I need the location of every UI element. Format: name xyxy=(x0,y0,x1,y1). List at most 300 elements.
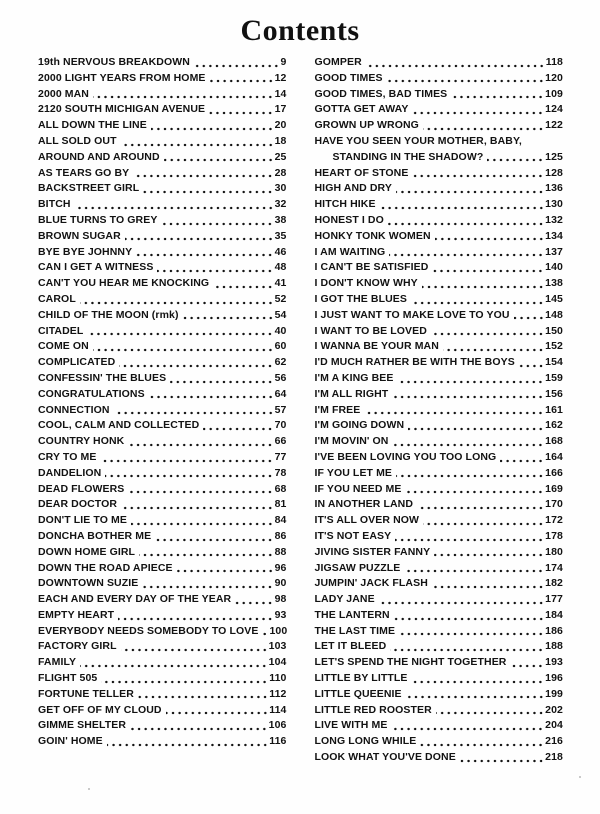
page-number: 109 xyxy=(545,87,563,100)
page-number: 136 xyxy=(545,182,563,195)
toc-entry xyxy=(38,213,287,229)
page-number: 172 xyxy=(545,514,563,527)
dot-leader xyxy=(149,387,274,403)
dot-leader xyxy=(412,166,544,182)
dot-leader xyxy=(80,292,274,308)
toc-entry xyxy=(38,718,287,734)
dot-leader xyxy=(161,213,273,229)
toc-entry xyxy=(38,466,287,482)
page-number: 161 xyxy=(545,403,563,416)
dot-leader xyxy=(436,703,544,719)
toc-entry xyxy=(315,213,564,229)
dot-leader xyxy=(262,624,268,640)
song-title: GOIN' HOME xyxy=(38,735,103,748)
song-title: I GOT THE BLUES xyxy=(314,292,408,305)
toc-entry xyxy=(38,482,287,498)
toc-entry xyxy=(315,371,564,387)
dot-leader xyxy=(235,592,273,608)
toc-entry xyxy=(315,434,564,450)
page-number: 30 xyxy=(274,182,287,195)
dot-leader xyxy=(395,529,544,545)
toc-entry xyxy=(315,339,564,355)
dot-leader xyxy=(138,687,268,703)
dot-leader xyxy=(194,55,280,71)
toc-entry xyxy=(315,576,564,592)
dot-leader xyxy=(209,102,273,118)
page-number: 100 xyxy=(269,624,288,637)
dot-leader xyxy=(391,718,544,734)
song-title: 2000 MAN xyxy=(38,87,89,100)
page-number: 90 xyxy=(274,577,287,590)
song-title: I'VE BEEN LOVING YOU TOO LONG xyxy=(314,450,497,463)
song-title: LET'S SPEND THE NIGHT TOGETHER xyxy=(314,656,507,669)
page-number: 138 xyxy=(545,277,563,290)
song-title: I JUST WANT TO MAKE LOVE TO YOU xyxy=(314,308,510,321)
page-number: 57 xyxy=(274,403,287,416)
dot-leader xyxy=(487,150,544,166)
song-title: CAN I GET A WITNESS xyxy=(38,261,154,274)
page-number: 199 xyxy=(545,687,563,700)
song-title: IF YOU NEED ME xyxy=(314,482,402,495)
dot-leader xyxy=(392,434,544,450)
page-number: 132 xyxy=(545,213,563,226)
dot-leader xyxy=(177,561,274,577)
dot-leader xyxy=(151,118,274,134)
dot-leader xyxy=(397,371,544,387)
page-number: 48 xyxy=(274,261,287,274)
dot-leader xyxy=(93,87,274,103)
toc-entry xyxy=(315,513,564,529)
toc-entry xyxy=(315,450,564,466)
toc-entry xyxy=(38,245,287,261)
toc-entry xyxy=(315,134,564,150)
song-title: BITCH xyxy=(38,198,71,211)
page-number: 70 xyxy=(274,419,287,432)
song-title: IF YOU LET ME xyxy=(314,466,393,479)
toc-entry xyxy=(38,497,287,513)
page-number: 103 xyxy=(268,640,287,653)
toc-entry xyxy=(315,671,564,687)
dot-leader xyxy=(80,655,268,671)
page-number: 35 xyxy=(274,229,287,242)
toc-entry xyxy=(315,55,564,71)
toc-entry xyxy=(38,671,287,687)
song-title: DONCHA BOTHER ME xyxy=(38,529,152,542)
dot-leader xyxy=(389,245,544,261)
song-title: LITTLE BY LITTLE xyxy=(314,672,408,685)
dot-leader xyxy=(399,624,544,640)
song-title: LADY JANE xyxy=(314,593,375,606)
dot-leader xyxy=(420,734,544,750)
toc-entry xyxy=(38,134,287,150)
dot-leader xyxy=(170,371,273,387)
dot-leader xyxy=(183,308,274,324)
song-title: COME ON xyxy=(38,340,89,353)
page-number: 196 xyxy=(545,672,563,685)
dot-leader xyxy=(519,355,544,371)
dot-leader xyxy=(406,687,545,703)
dot-leader xyxy=(139,545,274,561)
song-title: I'M ALL RIGHT xyxy=(314,387,389,400)
dot-leader xyxy=(157,260,273,276)
page-number: 81 xyxy=(274,498,287,511)
page-number: 86 xyxy=(274,529,287,542)
song-title: LITTLE QUEENIE xyxy=(314,687,402,700)
song-title: IT'S NOT EASY xyxy=(314,529,392,542)
song-title: 19th NERVOUS BREAKDOWN xyxy=(38,56,190,68)
page-number: 202 xyxy=(545,703,563,716)
song-title: CITADEL xyxy=(38,324,84,337)
dot-leader xyxy=(411,292,544,308)
scan-speck xyxy=(579,776,581,778)
page-number: 150 xyxy=(545,324,563,337)
dot-leader xyxy=(366,55,545,71)
page-number: 193 xyxy=(545,656,563,669)
toc-entry xyxy=(38,639,287,655)
song-title: GOOD TIMES xyxy=(314,71,383,84)
dot-leader xyxy=(411,671,544,687)
dot-leader xyxy=(101,671,268,687)
toc-entry xyxy=(315,150,564,166)
song-title: HITCH HIKE xyxy=(314,198,376,211)
dot-leader xyxy=(423,118,544,134)
page-number: 162 xyxy=(545,419,563,432)
song-title: JIVING SISTER FANNY xyxy=(314,545,431,558)
song-title: I WANNA BE YOUR MAN xyxy=(314,340,439,353)
page-number: 110 xyxy=(269,672,287,685)
song-title: I AM WAITING xyxy=(314,245,386,258)
song-title: I'M FREE xyxy=(314,403,361,416)
page-number: 46 xyxy=(274,245,287,258)
dot-leader xyxy=(514,308,545,324)
toc-entry xyxy=(315,655,564,671)
toc-entry xyxy=(38,529,287,545)
song-title: DOWN HOME GIRL xyxy=(38,545,136,558)
dot-leader xyxy=(392,387,544,403)
toc-entry xyxy=(38,687,287,703)
dot-leader xyxy=(100,450,273,466)
toc-entry xyxy=(315,734,564,750)
toc-entry xyxy=(38,87,287,103)
toc-entry xyxy=(38,576,287,592)
toc-entry xyxy=(38,734,287,750)
toc-entry xyxy=(38,545,287,561)
toc-entry xyxy=(315,466,564,482)
toc-entry xyxy=(38,102,287,118)
song-title: I'M GOING DOWN xyxy=(314,419,405,432)
toc-entry xyxy=(315,529,564,545)
dot-leader xyxy=(380,197,545,213)
toc-entry xyxy=(38,403,287,419)
page-number: 98 xyxy=(274,593,287,606)
dot-leader xyxy=(390,639,544,655)
song-title: GOOD TIMES, BAD TIMES xyxy=(314,87,448,100)
toc-entry xyxy=(38,418,287,434)
dot-leader xyxy=(203,418,273,434)
page-number: 78 xyxy=(274,466,287,479)
page-number: 104 xyxy=(268,656,287,669)
dot-leader xyxy=(130,718,268,734)
toc-entry xyxy=(315,687,564,703)
toc-entry xyxy=(315,624,564,640)
page-number: 124 xyxy=(545,103,563,116)
page-number: 62 xyxy=(274,356,287,369)
toc-entry xyxy=(315,229,564,245)
page-number: 114 xyxy=(269,703,287,716)
page-number: 18 xyxy=(274,134,287,147)
toc-entry xyxy=(315,497,564,513)
dot-leader xyxy=(412,102,544,118)
toc-entry xyxy=(315,308,564,324)
page-number: 170 xyxy=(545,498,563,511)
toc-entry xyxy=(38,561,287,577)
toc-entry xyxy=(315,592,564,608)
song-title: LOOK WHAT YOU'VE DONE xyxy=(314,751,456,764)
dot-leader xyxy=(364,403,544,419)
toc-entry xyxy=(38,55,287,71)
toc-entry xyxy=(38,292,287,308)
toc-entry xyxy=(38,450,287,466)
song-title: CONGRATULATIONS xyxy=(38,387,145,400)
page-number: 128 xyxy=(545,166,563,179)
dot-leader xyxy=(431,324,544,340)
toc-entry xyxy=(315,750,564,766)
song-title: COUNTRY HONK xyxy=(38,435,125,448)
song-title: JUMPIN' JACK FLASH xyxy=(314,577,428,590)
dot-leader xyxy=(379,592,544,608)
dot-leader xyxy=(460,750,544,766)
toc-entry xyxy=(315,197,564,213)
dot-leader xyxy=(131,513,274,529)
dot-leader xyxy=(136,245,273,261)
toc-entry xyxy=(315,292,564,308)
song-title: JIGSAW PUZZLE xyxy=(314,561,401,574)
dot-leader xyxy=(405,482,544,498)
toc-entry xyxy=(38,513,287,529)
song-title: BACKSTREET GIRL xyxy=(38,182,140,195)
page-number: 77 xyxy=(274,450,287,463)
song-title: THE LANTERN xyxy=(314,608,390,621)
toc-entry xyxy=(38,324,287,340)
toc-entry xyxy=(315,561,564,577)
page-number: 184 xyxy=(545,608,563,621)
dot-leader xyxy=(422,276,544,292)
page-number: 125 xyxy=(545,150,563,163)
dot-leader xyxy=(388,213,544,229)
song-title: I WANT TO BE LOVED xyxy=(314,324,427,337)
dot-leader xyxy=(87,324,273,340)
page-number: 168 xyxy=(545,435,563,448)
song-title: IN ANOTHER LAND xyxy=(314,498,414,511)
page-number: 116 xyxy=(269,735,287,748)
song-title: ALL DOWN THE LINE xyxy=(38,119,147,132)
page-number: 164 xyxy=(545,450,563,463)
page-number: 188 xyxy=(545,640,563,653)
toc-entry xyxy=(38,150,287,166)
dot-leader xyxy=(435,229,545,245)
page-number: 84 xyxy=(274,514,287,527)
toc-entry xyxy=(38,181,287,197)
toc-entry xyxy=(315,102,564,118)
dot-leader xyxy=(213,276,273,292)
song-title: I'D MUCH RATHER BE WITH THE BOYS xyxy=(314,356,515,369)
page-number: 154 xyxy=(545,356,563,369)
toc-entry xyxy=(38,166,287,182)
page-number: 169 xyxy=(545,482,563,495)
page-number: 40 xyxy=(274,324,287,337)
song-title: HIGH AND DRY xyxy=(314,182,392,195)
song-title-continued: STANDING IN THE SHADOW? xyxy=(332,150,484,163)
song-title: LIVE WITH ME xyxy=(314,719,388,732)
toc-entry xyxy=(38,592,287,608)
song-title: DOWNTOWN SUZIE xyxy=(38,577,139,590)
dot-leader xyxy=(451,87,544,103)
page-number: 52 xyxy=(274,292,287,305)
dot-leader xyxy=(143,181,273,197)
page-number: 152 xyxy=(545,340,563,353)
toc-entry xyxy=(315,703,564,719)
dot-leader xyxy=(166,703,269,719)
song-title: CAN'T YOU HEAR ME KNOCKING xyxy=(38,277,210,290)
toc-entry xyxy=(38,703,287,719)
toc-entry xyxy=(38,655,287,671)
page-title: Contents xyxy=(240,14,360,47)
page-number: 41 xyxy=(274,277,287,290)
page-number: 145 xyxy=(545,292,563,305)
song-title: FORTUNE TELLER xyxy=(38,687,134,700)
toc-entry xyxy=(315,324,564,340)
toc-entry xyxy=(315,276,564,292)
page-number: 174 xyxy=(545,561,563,574)
dot-leader xyxy=(396,466,544,482)
toc-entry xyxy=(315,260,564,276)
page-number: 93 xyxy=(274,608,287,621)
page-number: 68 xyxy=(274,482,287,495)
page-number: 96 xyxy=(274,561,287,574)
song-title: BROWN SUGAR xyxy=(38,229,121,242)
toc-entry xyxy=(38,71,287,87)
song-title: CHILD OF THE MOON (rmk) xyxy=(38,308,179,321)
dot-leader xyxy=(210,71,274,87)
page-number: 60 xyxy=(274,340,287,353)
toc-entry xyxy=(38,260,287,276)
song-title: DEAR DOCTOR xyxy=(38,498,118,511)
page-number: 216 xyxy=(545,735,563,748)
song-title: HAVE YOU SEEN YOUR MOTHER, BABY, xyxy=(314,134,522,147)
toc-entry xyxy=(38,624,287,640)
page-number: 64 xyxy=(274,387,287,400)
dot-leader xyxy=(404,561,544,577)
page-number: 177 xyxy=(545,593,563,606)
page-number: 112 xyxy=(269,687,287,700)
song-title: 2120 SOUTH MICHIGAN AVENUE xyxy=(38,103,206,116)
page-number: 166 xyxy=(545,466,563,479)
toc-column-right xyxy=(315,55,564,766)
toc-entry xyxy=(315,355,564,371)
dot-leader xyxy=(114,403,274,419)
toc-entry xyxy=(38,355,287,371)
toc-entry xyxy=(38,339,287,355)
page-number: 25 xyxy=(274,150,287,163)
dot-leader xyxy=(93,339,274,355)
song-title: EACH AND EVERY DAY OF THE YEAR xyxy=(38,593,232,606)
song-title: GROWN UP WRONG xyxy=(314,119,419,132)
dot-leader xyxy=(125,229,274,245)
toc-entry xyxy=(38,197,287,213)
dot-leader xyxy=(142,576,273,592)
dot-leader xyxy=(75,197,274,213)
song-title: THE LAST TIME xyxy=(314,624,396,637)
page-number: 156 xyxy=(545,387,563,400)
song-title: 2000 LIGHT YEARS FROM HOME xyxy=(38,71,206,84)
dot-leader xyxy=(434,545,544,561)
song-title: I DON'T KNOW WHY xyxy=(314,277,418,290)
page-number: 186 xyxy=(545,624,563,637)
toc-entry xyxy=(315,418,564,434)
toc-entry xyxy=(315,166,564,182)
song-title: CONNECTION xyxy=(38,403,110,416)
song-title: I'M MOVIN' ON xyxy=(314,435,389,448)
song-title: FLIGHT 505 xyxy=(38,672,98,685)
table-of-contents xyxy=(0,55,600,766)
toc-entry xyxy=(38,387,287,403)
song-title: GOTTA GET AWAY xyxy=(314,103,409,116)
dot-leader xyxy=(119,355,273,371)
song-title: GET OFF OF MY CLOUD xyxy=(38,703,162,716)
song-title: HONEST I DO xyxy=(314,213,384,226)
dot-leader xyxy=(510,655,544,671)
dot-leader xyxy=(500,450,544,466)
page-number: 56 xyxy=(274,371,287,384)
page-number: 66 xyxy=(274,435,287,448)
dot-leader xyxy=(128,434,273,450)
song-title: AS TEARS GO BY xyxy=(38,166,130,179)
toc-entry xyxy=(315,403,564,419)
page-number: 122 xyxy=(545,119,563,132)
page-number: 204 xyxy=(545,719,563,732)
toc-entry xyxy=(38,118,287,134)
dot-leader xyxy=(423,513,544,529)
toc-entry xyxy=(315,482,564,498)
song-title: DANDELION xyxy=(38,466,102,479)
song-title: AROUND AND AROUND xyxy=(38,150,160,163)
toc-entry xyxy=(38,308,287,324)
dot-leader xyxy=(128,482,273,498)
song-title: HONKY TONK WOMEN xyxy=(314,229,431,242)
dot-leader xyxy=(133,166,273,182)
toc-column-left xyxy=(38,55,287,766)
dot-leader xyxy=(394,608,544,624)
song-title: LONG LONG WHILE xyxy=(314,735,417,748)
song-title: COOL, CALM AND COLLECTED xyxy=(38,419,200,432)
song-title: I CAN'T BE SATISFIED xyxy=(314,261,429,274)
song-title: GOMPER xyxy=(314,56,362,68)
page-number: 130 xyxy=(545,198,563,211)
toc-entry xyxy=(315,718,564,734)
song-title: CAROL xyxy=(38,292,76,305)
song-title: BLUE TURNS TO GREY xyxy=(38,213,158,226)
dot-leader xyxy=(121,639,268,655)
dot-leader xyxy=(118,608,273,624)
toc-entry xyxy=(315,71,564,87)
dot-leader xyxy=(396,181,544,197)
song-title: CRY TO ME xyxy=(38,450,97,463)
page-number: 137 xyxy=(545,245,563,258)
page-number: 140 xyxy=(545,261,563,274)
song-title: COMPLICATED xyxy=(38,356,116,369)
song-title: DOWN THE ROAD APIECE xyxy=(38,561,173,574)
toc-entry xyxy=(315,181,564,197)
